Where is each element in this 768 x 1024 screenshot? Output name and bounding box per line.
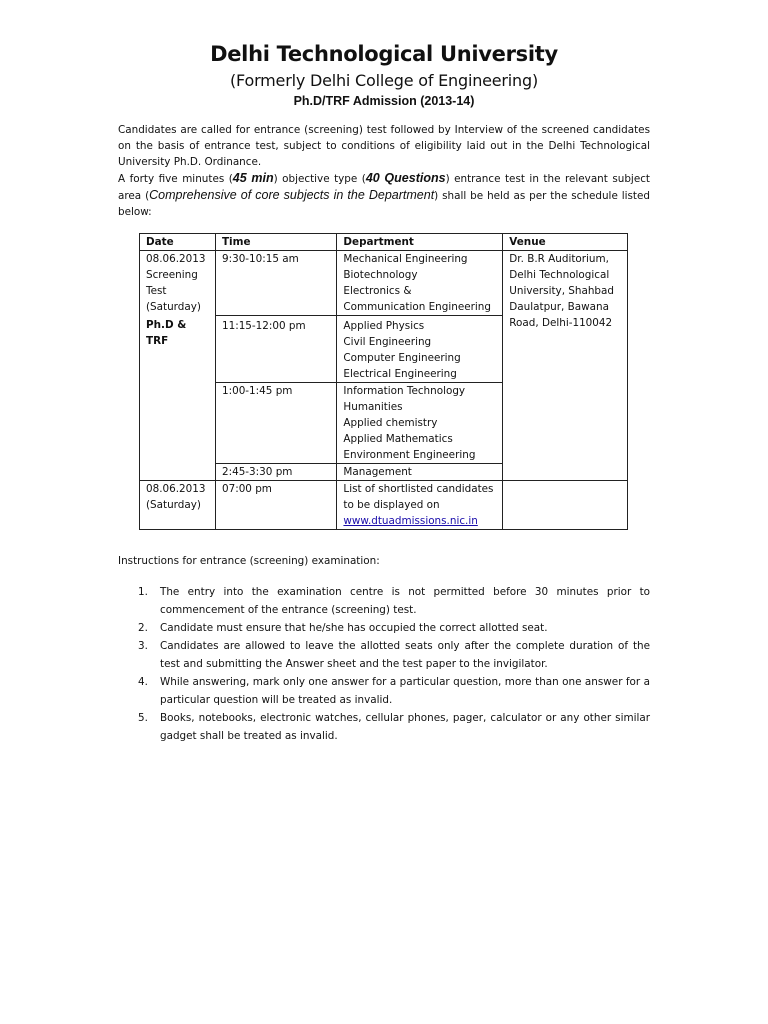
department-item: Applied chemistry	[343, 417, 438, 429]
intro-paragraph-2	[118, 170, 650, 220]
page-title: Delhi Technological University	[210, 42, 558, 66]
venue-line: Delhi Technological	[509, 269, 610, 281]
time-cell: 1:00-1:45 pm	[215, 383, 336, 464]
department-item: Communication Engineering	[343, 301, 491, 313]
date-line: Test	[146, 285, 167, 297]
department-item: Applied Physics	[343, 320, 425, 332]
date-cell	[140, 251, 216, 481]
department-cell	[337, 464, 503, 481]
department-cell	[337, 316, 503, 383]
department-item: Mechanical Engineering	[343, 253, 468, 265]
time-cell: 07:00 pm	[215, 481, 336, 530]
list-item	[118, 709, 650, 745]
department-item: Environment Engineering	[343, 449, 476, 461]
list-item	[118, 673, 650, 709]
date-line: 08.06.2013	[146, 253, 206, 265]
venue-line: Dr. B.R Auditorium,	[509, 253, 609, 265]
list-number: 1.	[138, 586, 148, 598]
department-item: Applied Mathematics	[343, 433, 453, 445]
venue-cell	[503, 251, 628, 481]
syllabus-emphasis: Comprehensive of core subjects in the Department	[149, 188, 435, 202]
list-number: 5.	[138, 712, 148, 724]
department-item: Humanities	[343, 401, 403, 413]
list-text: Candidate must ensure that he/she has occupied the correct allotted seat.	[160, 622, 548, 634]
venue-line: Road, Delhi-110042	[509, 317, 613, 329]
instructions-list	[118, 583, 650, 745]
time-cell: 11:15-12:00 pm	[215, 316, 336, 383]
department-item: Management	[343, 466, 412, 478]
intro-text-part: ) entrance test in the relevant subject area (	[118, 173, 650, 202]
header-date: Date	[140, 234, 216, 251]
date-line: (Saturday)	[146, 499, 201, 511]
time-cell: 9:30-10:15 am	[215, 251, 336, 316]
date-cell	[140, 481, 216, 530]
department-cell	[337, 481, 503, 530]
list-item	[118, 619, 650, 637]
department-item: Electronics &	[343, 285, 412, 297]
list-text: Candidates are allowed to leave the allotted seats only after the complete duration of the test and submitting the Answer sheet and the test paper to the invigilator.	[160, 640, 650, 670]
duration-emphasis: 45 min	[232, 171, 274, 185]
intro-text-part: ) objective type (	[273, 173, 366, 185]
header-department: Department	[337, 234, 503, 251]
department-item: Information Technology	[343, 385, 466, 397]
department-item: Civil Engineering	[343, 336, 432, 348]
list-number: 4.	[138, 676, 148, 688]
department-item: Electrical Engineering	[343, 368, 457, 380]
schedule-table	[139, 233, 628, 530]
questions-emphasis: 40 Questions	[365, 171, 446, 185]
department-cell	[337, 383, 503, 464]
admissions-link[interactable]: www.dtuadmissions.nic.in	[343, 515, 478, 527]
intro-text-part: ) shall be held as per the schedule listed below:	[118, 190, 650, 218]
date-line: 08.06.2013	[146, 483, 206, 495]
venue-line: Daulatpur, Bawana	[509, 301, 609, 313]
time-cell: 2:45-3:30 pm	[215, 464, 336, 481]
table-row	[140, 251, 628, 316]
table-row	[140, 481, 628, 530]
department-item: Computer Engineering	[343, 352, 461, 364]
shortlist-text: List of shortlisted candidates	[343, 483, 494, 495]
list-item	[118, 583, 650, 619]
list-text: While answering, mark only one answer for a particular question, more than one answer for a particular question will be treated as invalid.	[160, 676, 650, 706]
venue-line: University, Shahbad	[509, 285, 614, 297]
department-cell	[337, 251, 503, 316]
venue-cell-empty	[503, 481, 628, 530]
list-number: 2.	[138, 622, 148, 634]
instructions-heading: Instructions for entrance (screening) examination:	[118, 555, 380, 567]
list-text: The entry into the examination centre is not permitted before 30 minutes prior to commencement of the entrance (screening) test.	[160, 586, 650, 616]
table-header-row	[140, 234, 628, 251]
list-item	[118, 637, 650, 673]
intro-text	[118, 122, 650, 220]
page-subtitle: (Formerly Delhi College of Engineering)	[230, 71, 538, 90]
list-number: 3.	[138, 640, 148, 652]
date-line: Screening	[146, 269, 198, 281]
date-line: (Saturday)	[146, 301, 201, 313]
program-label: Ph.D & TRF	[146, 319, 187, 347]
program-title: Ph.D/TRF Admission (2013-14)	[293, 94, 475, 108]
header-venue: Venue	[503, 234, 628, 251]
department-item: Biotechnology	[343, 269, 418, 281]
shortlist-text: to be displayed on	[343, 499, 440, 511]
intro-text-part: A forty five minutes (	[118, 173, 233, 185]
list-text: Books, notebooks, electronic watches, cellular phones, pager, calculator or any other similar gadget shall be treated as invalid.	[160, 712, 650, 742]
header-time: Time	[215, 234, 336, 251]
intro-paragraph-1: Candidates are called for entrance (screening) test followed by Interview of the screened candidates on the basis of entrance test, subject to conditions of eligibility laid out in the Delhi Technological University Ph.D. Ordinance.	[118, 124, 650, 168]
